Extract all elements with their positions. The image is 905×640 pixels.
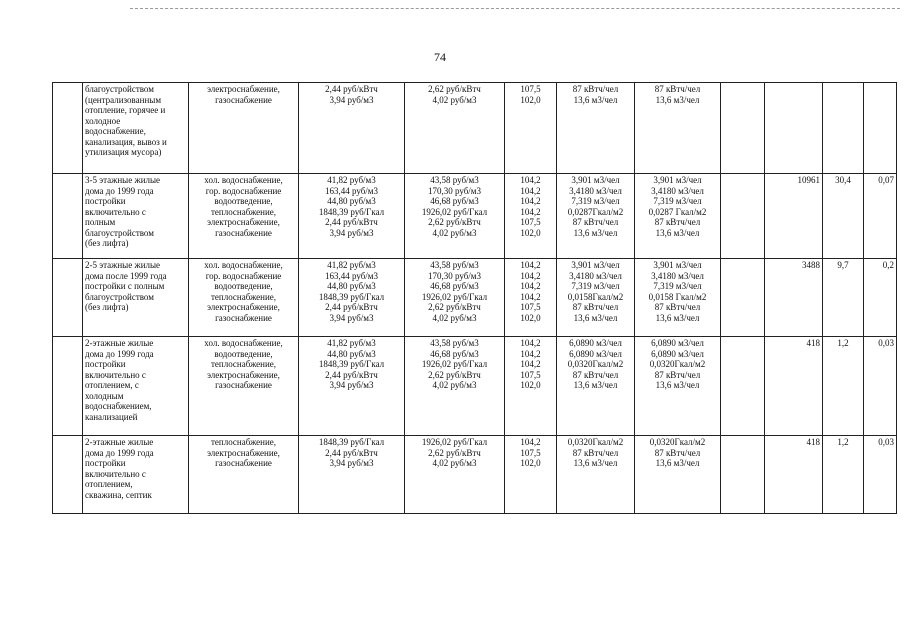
norm-old-cell: 87 кВтч/чел 13,6 м3/чел xyxy=(557,83,635,174)
tariff-new-cell: 43,58 руб/м3 170,30 руб/м3 46,68 руб/м3 1926,02 руб/Гкал 2,62 руб/кВтч 4,02 руб/м3 xyxy=(405,259,505,337)
empty-cell xyxy=(721,436,765,514)
tariff-new-cell: 2,62 руб/кВтч 4,02 руб/м3 xyxy=(405,83,505,174)
category-cell: благоустройством (централизованным отопление, горячее и холодное водоснабжение, канализация, вывоз и утилизация мусора) xyxy=(83,83,189,174)
norm-old-cell: 6,0890 м3/чел 6,0890 м3/чел 0,0320Гкал/м2 87 кВтч/чел 13,6 м3/чел xyxy=(557,337,635,436)
services-cell: хол. водоснабжение, гор. водоснабжение водоотведение, теплоснабжение, электроснабжение, газоснабжение xyxy=(189,259,299,337)
tariff-old-cell: 41,82 руб/м3 163,44 руб/м3 44,80 руб/м3 1848,39 руб/Гкал 2,44 руб/кВтч 3,94 руб/м3 xyxy=(299,259,405,337)
value-cell: 0,03 xyxy=(864,436,897,514)
value-cell: 1,2 xyxy=(823,337,864,436)
value-cell xyxy=(864,83,897,174)
index-cell: 104,2 104,2 104,2 104,2 107,5 102,0 xyxy=(505,174,557,259)
category-cell: 3-5 этажные жилые дома до 1999 года постройки включительно с полным благоустройством (без лифта) xyxy=(83,174,189,259)
count-cell: 418 xyxy=(765,436,823,514)
tariff-old-cell: 2,44 руб/кВтч 3,94 руб/м3 xyxy=(299,83,405,174)
empty-cell xyxy=(53,174,83,259)
empty-cell xyxy=(53,83,83,174)
category-cell: 2-5 этажные жилые дома после 1999 года постройки с полным благоустройством (без лифта) xyxy=(83,259,189,337)
norm-old-cell: 0,0320Гкал/м2 87 кВтч/чел 13,6 м3/чел xyxy=(557,436,635,514)
table-row xyxy=(53,436,897,514)
value-cell: 0,2 xyxy=(864,259,897,337)
services-cell: электроснабжение, газоснабжение xyxy=(189,83,299,174)
value-cell: 30,4 xyxy=(823,174,864,259)
category-cell: 2-этажные жилые дома до 1999 года постройки включительно с отоплением, с холодным водоснабжением, канализацией xyxy=(83,337,189,436)
empty-cell xyxy=(53,436,83,514)
services-cell: теплоснабжение, электроснабжение, газоснабжение xyxy=(189,436,299,514)
index-cell: 104,2 107,5 102,0 xyxy=(505,436,557,514)
count-cell: 3488 xyxy=(765,259,823,337)
empty-cell xyxy=(721,259,765,337)
services-cell: хол. водоснабжение, водоотведение, теплоснабжение, электроснабжение, газоснабжение xyxy=(189,337,299,436)
value-cell xyxy=(823,83,864,174)
count-cell: 418 xyxy=(765,337,823,436)
index-cell: 104,2 104,2 104,2 107,5 102,0 xyxy=(505,337,557,436)
page-number: 74 xyxy=(434,50,446,64)
norm-new-cell: 6,0890 м3/чел 6,0890 м3/чел 0,0320Гкал/м2 87 кВтч/чел 13,6 м3/чел xyxy=(635,337,721,436)
tariff-new-cell: 1926,02 руб/Гкал 2,62 руб/кВтч 4,02 руб/м3 xyxy=(405,436,505,514)
services-cell: хол. водоснабжение, гор. водоснабжение водоотведение, теплоснабжение, электроснабжение, газоснабжение xyxy=(189,174,299,259)
tariff-new-cell: 43,58 руб/м3 170,30 руб/м3 46,68 руб/м3 1926,02 руб/Гкал 2,62 руб/кВтч 4,02 руб/м3 xyxy=(405,174,505,259)
value-cell: 9,7 xyxy=(823,259,864,337)
norm-new-cell: 0,0320Гкал/м2 87 кВтч/чел 13,6 м3/чел xyxy=(635,436,721,514)
scan-edge-line xyxy=(130,8,900,9)
table-row xyxy=(53,259,897,337)
index-cell: 107,5 102,0 xyxy=(505,83,557,174)
empty-cell xyxy=(721,337,765,436)
category-cell: 2-этажные жилые дома до 1999 года постройки включительно с отоплением, скважина, септик xyxy=(83,436,189,514)
norm-new-cell: 3,901 м3/чел 3,4180 м3/чел 7,319 м3/чел 0,0158 Гкал/м2 87 кВтч/чел 13,6 м3/чел xyxy=(635,259,721,337)
table-row xyxy=(53,337,897,436)
tariff-table xyxy=(52,82,897,514)
empty-cell xyxy=(53,337,83,436)
table-row xyxy=(53,174,897,259)
table-row xyxy=(53,83,897,174)
count-cell: 10961 xyxy=(765,174,823,259)
tariff-old-cell: 41,82 руб/м3 163,44 руб/м3 44,80 руб/м3 1848,39 руб/Гкал 2,44 руб/кВтч 3,94 руб/м3 xyxy=(299,174,405,259)
index-cell: 104,2 104,2 104,2 104,2 107,5 102,0 xyxy=(505,259,557,337)
tariff-new-cell: 43,58 руб/м3 46,68 руб/м3 1926,02 руб/Гкал 2,62 руб/кВтч 4,02 руб/м3 xyxy=(405,337,505,436)
empty-cell xyxy=(721,174,765,259)
norm-old-cell: 3,901 м3/чел 3,4180 м3/чел 7,319 м3/чел 0,0287Гкал/м2 87 кВтч/чел 13,6 м3/чел xyxy=(557,174,635,259)
value-cell: 0,03 xyxy=(864,337,897,436)
value-cell: 1,2 xyxy=(823,436,864,514)
count-cell xyxy=(765,83,823,174)
tariff-old-cell: 1848,39 руб/Гкал 2,44 руб/кВтч 3,94 руб/м3 xyxy=(299,436,405,514)
norm-new-cell: 3,901 м3/чел 3,4180 м3/чел 7,319 м3/чел 0,0287 Гкал/м2 87 кВтч/чел 13,6 м3/чел xyxy=(635,174,721,259)
empty-cell xyxy=(721,83,765,174)
value-cell: 0,07 xyxy=(864,174,897,259)
norm-old-cell: 3,901 м3/чел 3,4180 м3/чел 7,319 м3/чел 0,0158Гкал/м2 87 кВтч/чел 13,6 м3/чел xyxy=(557,259,635,337)
tariff-old-cell: 41,82 руб/м3 44,80 руб/м3 1848,39 руб/Гкал 2,44 руб/кВтч 3,94 руб/м3 xyxy=(299,337,405,436)
empty-cell xyxy=(53,259,83,337)
norm-new-cell: 87 кВтч/чел 13,6 м3/чел xyxy=(635,83,721,174)
